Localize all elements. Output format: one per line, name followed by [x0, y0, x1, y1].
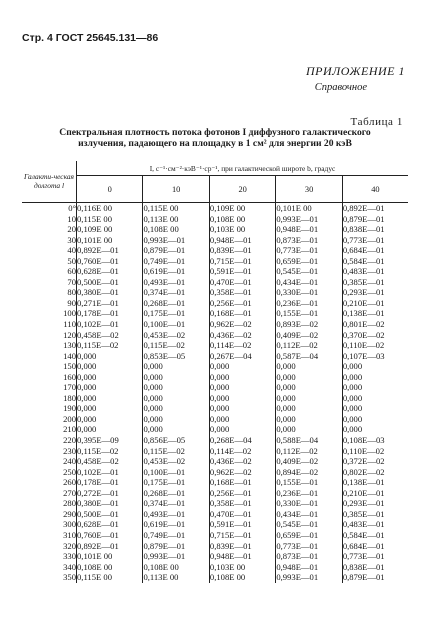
value-cell: 0,000 [209, 393, 275, 404]
value-cell: 0,000 [342, 371, 363, 382]
table-row [22, 467, 408, 478]
value-cell: 0,000 [342, 361, 363, 372]
table-caption: Спектральная плотность потока фотонов I диффузного галактического излучения, падающего на площадку в 1 см² для энергии 20 кэВ [59, 127, 371, 149]
value-cell: 0,434E—01 [276, 509, 342, 520]
col-header: 40 [342, 176, 408, 203]
value-cell: 0,100E—01 [143, 319, 209, 330]
longitude-cell: 330 [22, 551, 77, 562]
value-cell: 0,330E—01 [276, 498, 342, 509]
value-cell: 0,108E—03 [342, 435, 385, 446]
table-row [22, 414, 408, 425]
value-cell: 0,879E—01 [342, 213, 385, 224]
value-cell: 0,210E—01 [342, 487, 385, 498]
table-row [22, 530, 408, 541]
longitude-cell: 180 [22, 393, 77, 404]
value-cell: 0,000 [209, 382, 275, 393]
value-cell: 0,114E—02 [209, 340, 275, 351]
table-row [22, 541, 408, 552]
value-cell: 0,108E 00 [209, 572, 275, 583]
longitude-cell: 10 [22, 214, 77, 225]
value-cell: 0,894E—02 [276, 467, 342, 478]
value-cell: 0,178E—01 [77, 477, 143, 488]
longitude-cell: 290 [22, 509, 77, 520]
value-cell: 0,102E—01 [77, 319, 143, 330]
value-cell: 0,892E—01 [77, 541, 143, 552]
table-row [22, 456, 408, 467]
longitude-cell: 230 [22, 446, 77, 457]
value-cell: 0,591E—01 [209, 266, 275, 277]
value-cell: 0,236E—01 [276, 298, 342, 309]
table-row [22, 214, 408, 225]
value-cell: 0,000 [209, 403, 275, 414]
value-cell: 0,113E 00 [143, 214, 209, 225]
value-cell: 0,591E—01 [209, 519, 275, 530]
value-cell: 0,000 [342, 392, 363, 403]
table-row [22, 393, 408, 404]
value-cell: 0,108E 00 [143, 562, 209, 573]
value-cell: 0,000 [143, 372, 209, 383]
value-cell: 0,962E—02 [209, 467, 275, 478]
value-cell: 0,103E 00 [209, 562, 275, 573]
value-cell: 0,853E—05 [143, 351, 209, 362]
value-cell: 0,802E—02 [342, 466, 385, 477]
value-cell: 0,272E—01 [77, 488, 143, 499]
value-cell: 0,380E—01 [77, 287, 143, 298]
value-cell: 0,175E—01 [143, 477, 209, 488]
longitude-cell: 70 [22, 277, 77, 288]
table-row [22, 382, 408, 393]
value-cell: 0,256E—01 [209, 298, 275, 309]
value-cell: 0,000 [77, 372, 143, 383]
value-cell: 0,115E—02 [77, 340, 143, 351]
value-cell: 0,773E—01 [342, 551, 385, 562]
longitude-cell: 240 [22, 456, 77, 467]
longitude-cell: 270 [22, 488, 77, 499]
value-cell: 0,000 [209, 361, 275, 372]
value-cell: 0,268E—01 [143, 298, 209, 309]
longitude-cell: 150 [22, 361, 77, 372]
longitude-cell: 60 [22, 266, 77, 277]
longitude-cell: 130 [22, 340, 77, 351]
value-cell: 0,395E—09 [77, 435, 143, 446]
value-cell: 0,000 [342, 403, 363, 414]
value-cell: 0,892E—01 [342, 203, 385, 213]
value-cell: 0,000 [209, 372, 275, 383]
value-cell: 0,115E 00 [77, 214, 143, 225]
value-cell: 0,879E—01 [143, 541, 209, 552]
value-cell: 0,436E—02 [209, 330, 275, 341]
data-table [22, 161, 408, 583]
value-cell: 0,110E—02 [342, 445, 385, 456]
longitude-cell: 320 [22, 541, 77, 552]
table-row [22, 319, 408, 330]
value-cell: 0,584E—01 [342, 529, 385, 540]
appendix-subtitle: Справочное [314, 82, 367, 93]
value-cell: 0,000 [143, 382, 209, 393]
col-header: 0 [77, 176, 143, 203]
table-label: Таблица 1 [350, 116, 403, 128]
value-cell: 0,115E 00 [143, 203, 209, 214]
table-row [22, 245, 408, 256]
value-cell: 0,715E—01 [209, 530, 275, 541]
value-cell: 0,000 [143, 414, 209, 425]
longitude-cell: 140 [22, 351, 77, 362]
value-cell: 0,155E—01 [276, 477, 342, 488]
value-cell: 0,108E 00 [209, 214, 275, 225]
value-cell: 0,168E—01 [209, 308, 275, 319]
longitude-cell: 350 [22, 572, 77, 583]
value-cell: 0,267E—04 [209, 351, 275, 362]
table-row [22, 203, 408, 214]
value-cell: 0,000 [276, 382, 342, 393]
value-cell: 0,268E—01 [143, 488, 209, 499]
value-cell: 0,271E—01 [77, 298, 143, 309]
value-cell: 0,000 [77, 351, 143, 362]
value-cell: 0,370E—02 [342, 329, 385, 340]
table-row [22, 519, 408, 530]
value-cell: 0,000 [77, 414, 143, 425]
table-row [22, 351, 408, 362]
table-row [22, 266, 408, 277]
table-row [22, 446, 408, 457]
table-row [22, 277, 408, 288]
value-cell: 0,948E—01 [276, 224, 342, 235]
value-cell: 0,493E—01 [143, 509, 209, 520]
value-cell: 0,103E 00 [209, 224, 275, 235]
value-cell: 0,380E—01 [77, 498, 143, 509]
table-row [22, 509, 408, 520]
value-cell: 0,619E—01 [143, 519, 209, 530]
longitude-cell: 0° [22, 203, 77, 214]
table-row [22, 551, 408, 562]
value-cell: 0,115E 00 [77, 572, 143, 583]
longitude-cell: 210 [22, 424, 77, 435]
value-cell: 0,000 [276, 372, 342, 383]
value-cell: 0,138E—01 [342, 477, 385, 488]
value-cell: 0,684E—01 [342, 245, 385, 256]
value-cell: 0,948E—01 [209, 551, 275, 562]
table-row [22, 498, 408, 509]
value-cell: 0,000 [77, 403, 143, 414]
value-cell: 0,000 [209, 424, 275, 435]
table-row [22, 361, 408, 372]
longitude-cell: 160 [22, 372, 77, 383]
table-row [22, 235, 408, 246]
value-cell: 0,358E—01 [209, 287, 275, 298]
value-cell: 0,587E—04 [276, 351, 342, 362]
table-row [22, 298, 408, 309]
col-group-header: I, с⁻¹·см⁻²·кэВ⁻¹·ср⁻¹, при галактической широте b, градус [77, 161, 409, 176]
value-cell: 0,962E—02 [209, 319, 275, 330]
value-cell: 0,500E—01 [77, 509, 143, 520]
value-cell: 0,470E—01 [209, 277, 275, 288]
col-header: 10 [143, 176, 209, 203]
value-cell: 0,110E—02 [342, 340, 385, 351]
value-cell: 0,993E—01 [276, 214, 342, 225]
value-cell: 0,436E—02 [209, 456, 275, 467]
table-row [22, 340, 408, 351]
value-cell: 0,628E—01 [77, 266, 143, 277]
value-cell: 0,236E—01 [276, 488, 342, 499]
longitude-cell: 50 [22, 256, 77, 267]
value-cell: 0,856E—05 [143, 435, 209, 446]
value-cell: 0,000 [276, 414, 342, 425]
value-cell: 0,000 [77, 361, 143, 372]
value-cell: 0,116E 00 [77, 203, 143, 214]
longitude-cell: 110 [22, 319, 77, 330]
value-cell: 0,545E—01 [276, 266, 342, 277]
value-cell: 0,458E—02 [77, 456, 143, 467]
value-cell: 0,109E 00 [209, 203, 275, 214]
table-body [22, 203, 408, 583]
table-row [22, 435, 408, 446]
value-cell: 0,268E—04 [209, 435, 275, 446]
value-cell: 0,470E—01 [209, 509, 275, 520]
col-header: 30 [276, 176, 342, 203]
table-row [22, 287, 408, 298]
value-cell: 0,453E—02 [143, 456, 209, 467]
value-cell: 0,628E—01 [77, 519, 143, 530]
longitude-cell: 170 [22, 382, 77, 393]
value-cell: 0,838E—01 [342, 224, 385, 235]
value-cell: 0,892E—01 [77, 245, 143, 256]
table-row [22, 572, 408, 583]
value-cell: 0,101E 00 [77, 235, 143, 246]
value-cell: 0,839E—01 [209, 245, 275, 256]
value-cell: 0,948E—01 [276, 562, 342, 573]
value-cell: 0,000 [276, 403, 342, 414]
value-cell: 0,458E—02 [77, 330, 143, 341]
value-cell: 0,500E—01 [77, 277, 143, 288]
longitude-cell: 190 [22, 403, 77, 414]
table-row [22, 488, 408, 499]
value-cell: 0,107E—03 [342, 350, 385, 361]
value-cell: 0,453E—02 [143, 330, 209, 341]
value-cell: 0,659E—01 [276, 530, 342, 541]
value-cell: 0,374E—01 [143, 287, 209, 298]
page-header: Стр. 4 ГОСТ 25645.131—86 [22, 32, 159, 44]
value-cell: 0,893E—02 [276, 319, 342, 330]
longitude-cell: 20 [22, 224, 77, 235]
value-cell: 0,115E—02 [143, 446, 209, 457]
value-cell: 0,155E—01 [276, 308, 342, 319]
value-cell: 0,659E—01 [276, 256, 342, 267]
value-cell: 0,385E—01 [342, 508, 385, 519]
value-cell: 0,115E—02 [143, 340, 209, 351]
value-cell: 0,801E—02 [342, 319, 385, 330]
table-row [22, 403, 408, 414]
value-cell: 0,101E 00 [276, 203, 342, 214]
value-cell: 0,000 [276, 361, 342, 372]
value-cell: 0,749E—01 [143, 256, 209, 267]
value-cell: 0,000 [143, 403, 209, 414]
table-row [22, 424, 408, 435]
value-cell: 0,839E—01 [209, 541, 275, 552]
value-cell: 0,115E—02 [77, 446, 143, 457]
value-cell: 0,000 [276, 393, 342, 404]
longitude-cell: 100 [22, 308, 77, 319]
value-cell: 0,108E 00 [77, 562, 143, 573]
value-cell: 0,619E—01 [143, 266, 209, 277]
value-cell: 0,434E—01 [276, 277, 342, 288]
value-cell: 0,000 [77, 424, 143, 435]
value-cell: 0,374E—01 [143, 498, 209, 509]
value-cell: 0,138E—01 [342, 308, 385, 319]
value-cell: 0,000 [143, 424, 209, 435]
value-cell: 0,000 [209, 414, 275, 425]
value-cell: 0,773E—01 [342, 234, 385, 245]
value-cell: 0,483E—01 [342, 266, 385, 277]
table-row [22, 562, 408, 573]
table-row [22, 224, 408, 235]
longitude-cell: 90 [22, 298, 77, 309]
longitude-cell: 220 [22, 435, 77, 446]
value-cell: 0,773E—01 [276, 245, 342, 256]
longitude-cell: 340 [22, 562, 77, 573]
value-cell: 0,358E—01 [209, 498, 275, 509]
value-cell: 0,108E 00 [143, 224, 209, 235]
value-cell: 0,000 [276, 424, 342, 435]
value-cell: 0,000 [77, 393, 143, 404]
longitude-cell: 40 [22, 245, 77, 256]
value-cell: 0,000 [143, 393, 209, 404]
value-cell: 0,385E—01 [342, 276, 385, 287]
col-header: 20 [209, 176, 275, 203]
longitude-cell: 250 [22, 467, 77, 478]
value-cell: 0,588E—04 [276, 435, 342, 446]
value-cell: 0,493E—01 [143, 277, 209, 288]
longitude-cell: 30 [22, 235, 77, 246]
value-cell: 0,000 [342, 413, 363, 424]
value-cell: 0,256E—01 [209, 488, 275, 499]
value-cell: 0,168E—01 [209, 477, 275, 488]
value-cell: 0,000 [342, 382, 363, 393]
value-cell: 0,409E—02 [276, 456, 342, 467]
value-cell: 0,000 [342, 424, 363, 435]
value-cell: 0,760E—01 [77, 530, 143, 541]
longitude-cell: 280 [22, 498, 77, 509]
value-cell: 0,948E—01 [209, 235, 275, 246]
value-cell: 0,102E—01 [77, 467, 143, 478]
longitude-cell: 80 [22, 287, 77, 298]
table-row [22, 308, 408, 319]
value-cell: 0,112E—02 [276, 340, 342, 351]
value-cell: 0,879E—01 [143, 245, 209, 256]
value-cell: 0,114E—02 [209, 446, 275, 457]
table-row [22, 372, 408, 383]
value-cell: 0,100E—01 [143, 467, 209, 478]
row-header: Галакти-ческая долгота l [22, 161, 77, 203]
value-cell: 0,879E—01 [342, 572, 385, 583]
appendix-title: ПРИЛОЖЕНИЕ 1 [306, 64, 405, 78]
value-cell: 0,838E—01 [342, 561, 385, 572]
value-cell: 0,993E—01 [143, 235, 209, 246]
longitude-cell: 120 [22, 330, 77, 341]
value-cell: 0,113E 00 [143, 572, 209, 583]
value-cell: 0,993E—01 [276, 572, 342, 583]
value-cell: 0,293E—01 [342, 287, 385, 298]
value-cell: 0,112E—02 [276, 446, 342, 457]
value-cell: 0,372E—02 [342, 456, 385, 467]
value-cell: 0,873E—01 [276, 235, 342, 246]
value-cell: 0,873E—01 [276, 551, 342, 562]
longitude-cell: 260 [22, 477, 77, 488]
value-cell: 0,409E—02 [276, 330, 342, 341]
table-row [22, 330, 408, 341]
value-cell: 0,993E—01 [143, 551, 209, 562]
value-cell: 0,000 [143, 361, 209, 372]
longitude-cell: 300 [22, 519, 77, 530]
value-cell: 0,545E—01 [276, 519, 342, 530]
value-cell: 0,773E—01 [276, 541, 342, 552]
table-row [22, 256, 408, 267]
value-cell: 0,175E—01 [143, 308, 209, 319]
value-cell: 0,760E—01 [77, 256, 143, 267]
longitude-cell: 200 [22, 414, 77, 425]
value-cell: 0,210E—01 [342, 297, 385, 308]
value-cell: 0,749E—01 [143, 530, 209, 541]
value-cell: 0,584E—01 [342, 255, 385, 266]
table-row [22, 477, 408, 488]
value-cell: 0,101E 00 [77, 551, 143, 562]
value-cell: 0,000 [77, 382, 143, 393]
value-cell: 0,178E—01 [77, 308, 143, 319]
value-cell: 0,330E—01 [276, 287, 342, 298]
longitude-cell: 310 [22, 530, 77, 541]
value-cell: 0,715E—01 [209, 256, 275, 267]
value-cell: 0,483E—01 [342, 519, 385, 530]
value-cell: 0,109E 00 [77, 224, 143, 235]
value-cell: 0,293E—01 [342, 498, 385, 509]
value-cell: 0,684E—01 [342, 540, 385, 551]
